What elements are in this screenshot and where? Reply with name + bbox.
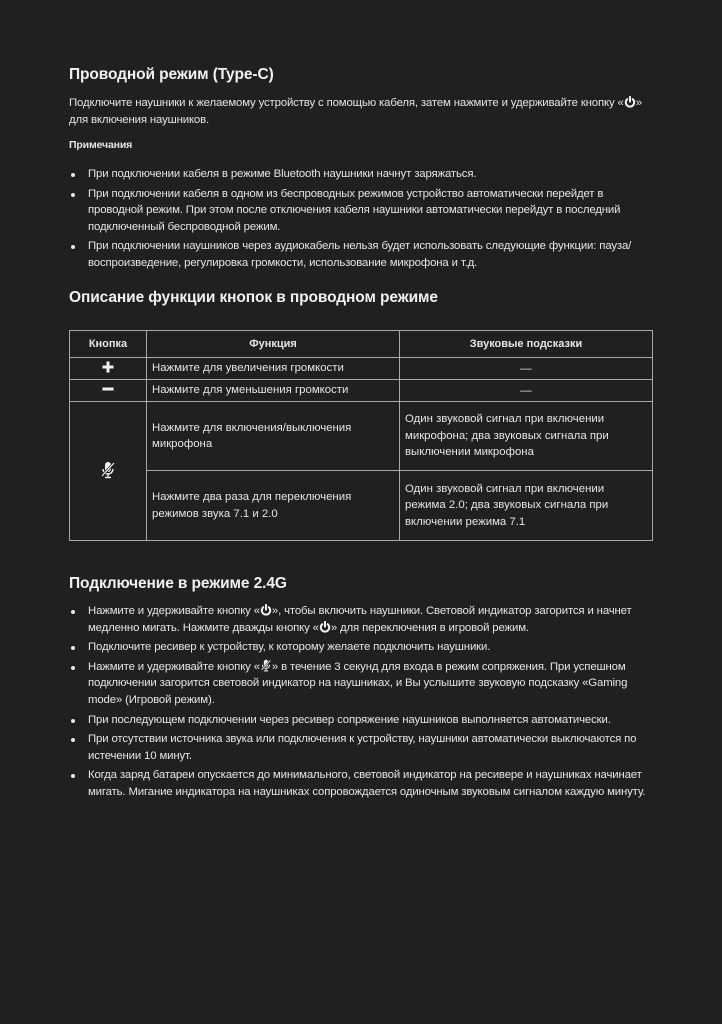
power-icon (319, 621, 331, 633)
step-item: Когда заряд батареи опускается до минимального, световой индикатор на ресивере и наушниках начинает мигать. Мигание индикатора на наушниках сопровождается одиночным звуковым сигналом каждую минуту. (69, 767, 659, 800)
sound-cell: — (400, 380, 653, 402)
button-cell (70, 380, 147, 402)
header-sound: Звуковые подсказки (400, 331, 653, 358)
function-cell: Нажмите для включения/выключения микрофона (147, 402, 400, 471)
wired-intro: Подключите наушники к желаемому устройству с помощью кабеля, затем нажмите и удерживайте кнопку « » для включения наушников. (69, 97, 642, 126)
mic-mute-icon (260, 659, 272, 671)
power-icon (260, 604, 272, 616)
table-header-row (70, 331, 653, 358)
section-title-buttons: Описание функции кнопок в проводном режиме (69, 289, 438, 306)
header-function: Функция (147, 331, 400, 358)
power-icon (624, 96, 636, 108)
table-row (70, 471, 653, 541)
mic-mute-icon (100, 461, 116, 482)
step-item: Нажмите и удерживайте кнопку « », чтобы включить наушники. Световой индикатор загорится и начнет медленно мигать. Нажмите дважды кнопку « » для переключения в игровой режим. (69, 603, 659, 636)
notes-list (69, 166, 659, 275)
notes-label: Примечания (69, 139, 133, 151)
sound-cell: Один звуковой сигнал при включении микрофона; два звуковых сигнала при выключении микрофона (400, 402, 653, 471)
button-functions-table (69, 330, 653, 541)
note-item: При подключении кабеля в режиме Bluetooth наушники начнут заряжаться. (69, 166, 659, 183)
section-title-24g: Подключение в режиме 2.4G (69, 575, 287, 592)
table-row (70, 402, 653, 471)
sound-cell: Один звуковой сигнал при включении режима 2.0; два звуковых сигнала при включении режима 7.1 (400, 471, 653, 541)
table-row (70, 358, 653, 380)
note-item: При подключении кабеля в одном из беспроводных режимов устройство автоматически перейдет в проводной режим. При этом после отключения кабеля наушники автоматически перейдут в последний подключенный беспроводной режим. (69, 186, 659, 236)
function-cell: Нажмите два раза для переключения режимов звука 7.1 и 2.0 (147, 471, 400, 541)
step-item: При отсутствии источника звука или подключения к устройству, наушники автоматически выключаются по истечении 10 минут. (69, 731, 659, 764)
section-title-wired: Проводной режим (Type-C) (69, 66, 274, 83)
sound-cell: — (400, 358, 653, 380)
minus-icon (102, 383, 114, 398)
note-item: При подключении наушников через аудиокабель нельзя будет использовать следующие функции: пауза/воспроизведение, регулировка громкости, использование микрофона и т.д. (69, 238, 659, 271)
function-cell: Нажмите для уменьшения громкости (147, 380, 400, 402)
plus-icon (102, 361, 114, 376)
steps-24g-list (69, 603, 659, 804)
step-item: При последующем подключении через ресивер сопряжение наушников выполняется автоматически. (69, 712, 659, 729)
function-cell: Нажмите для увеличения громкости (147, 358, 400, 380)
header-button: Кнопка (70, 331, 147, 358)
table-row (70, 380, 653, 402)
step-item: Подключите ресивер к устройству, к которому желаете подключить наушники. (69, 639, 659, 656)
button-cell (70, 402, 147, 541)
step-item: Нажмите и удерживайте кнопку « » в течение 3 секунд для входа в режим сопряжения. При успешном подключении загорится световой индикатор на наушниках, и Вы услышите звуковую подсказку «Gaming mode» (Игровой режим). (69, 659, 659, 709)
button-cell (70, 358, 147, 380)
